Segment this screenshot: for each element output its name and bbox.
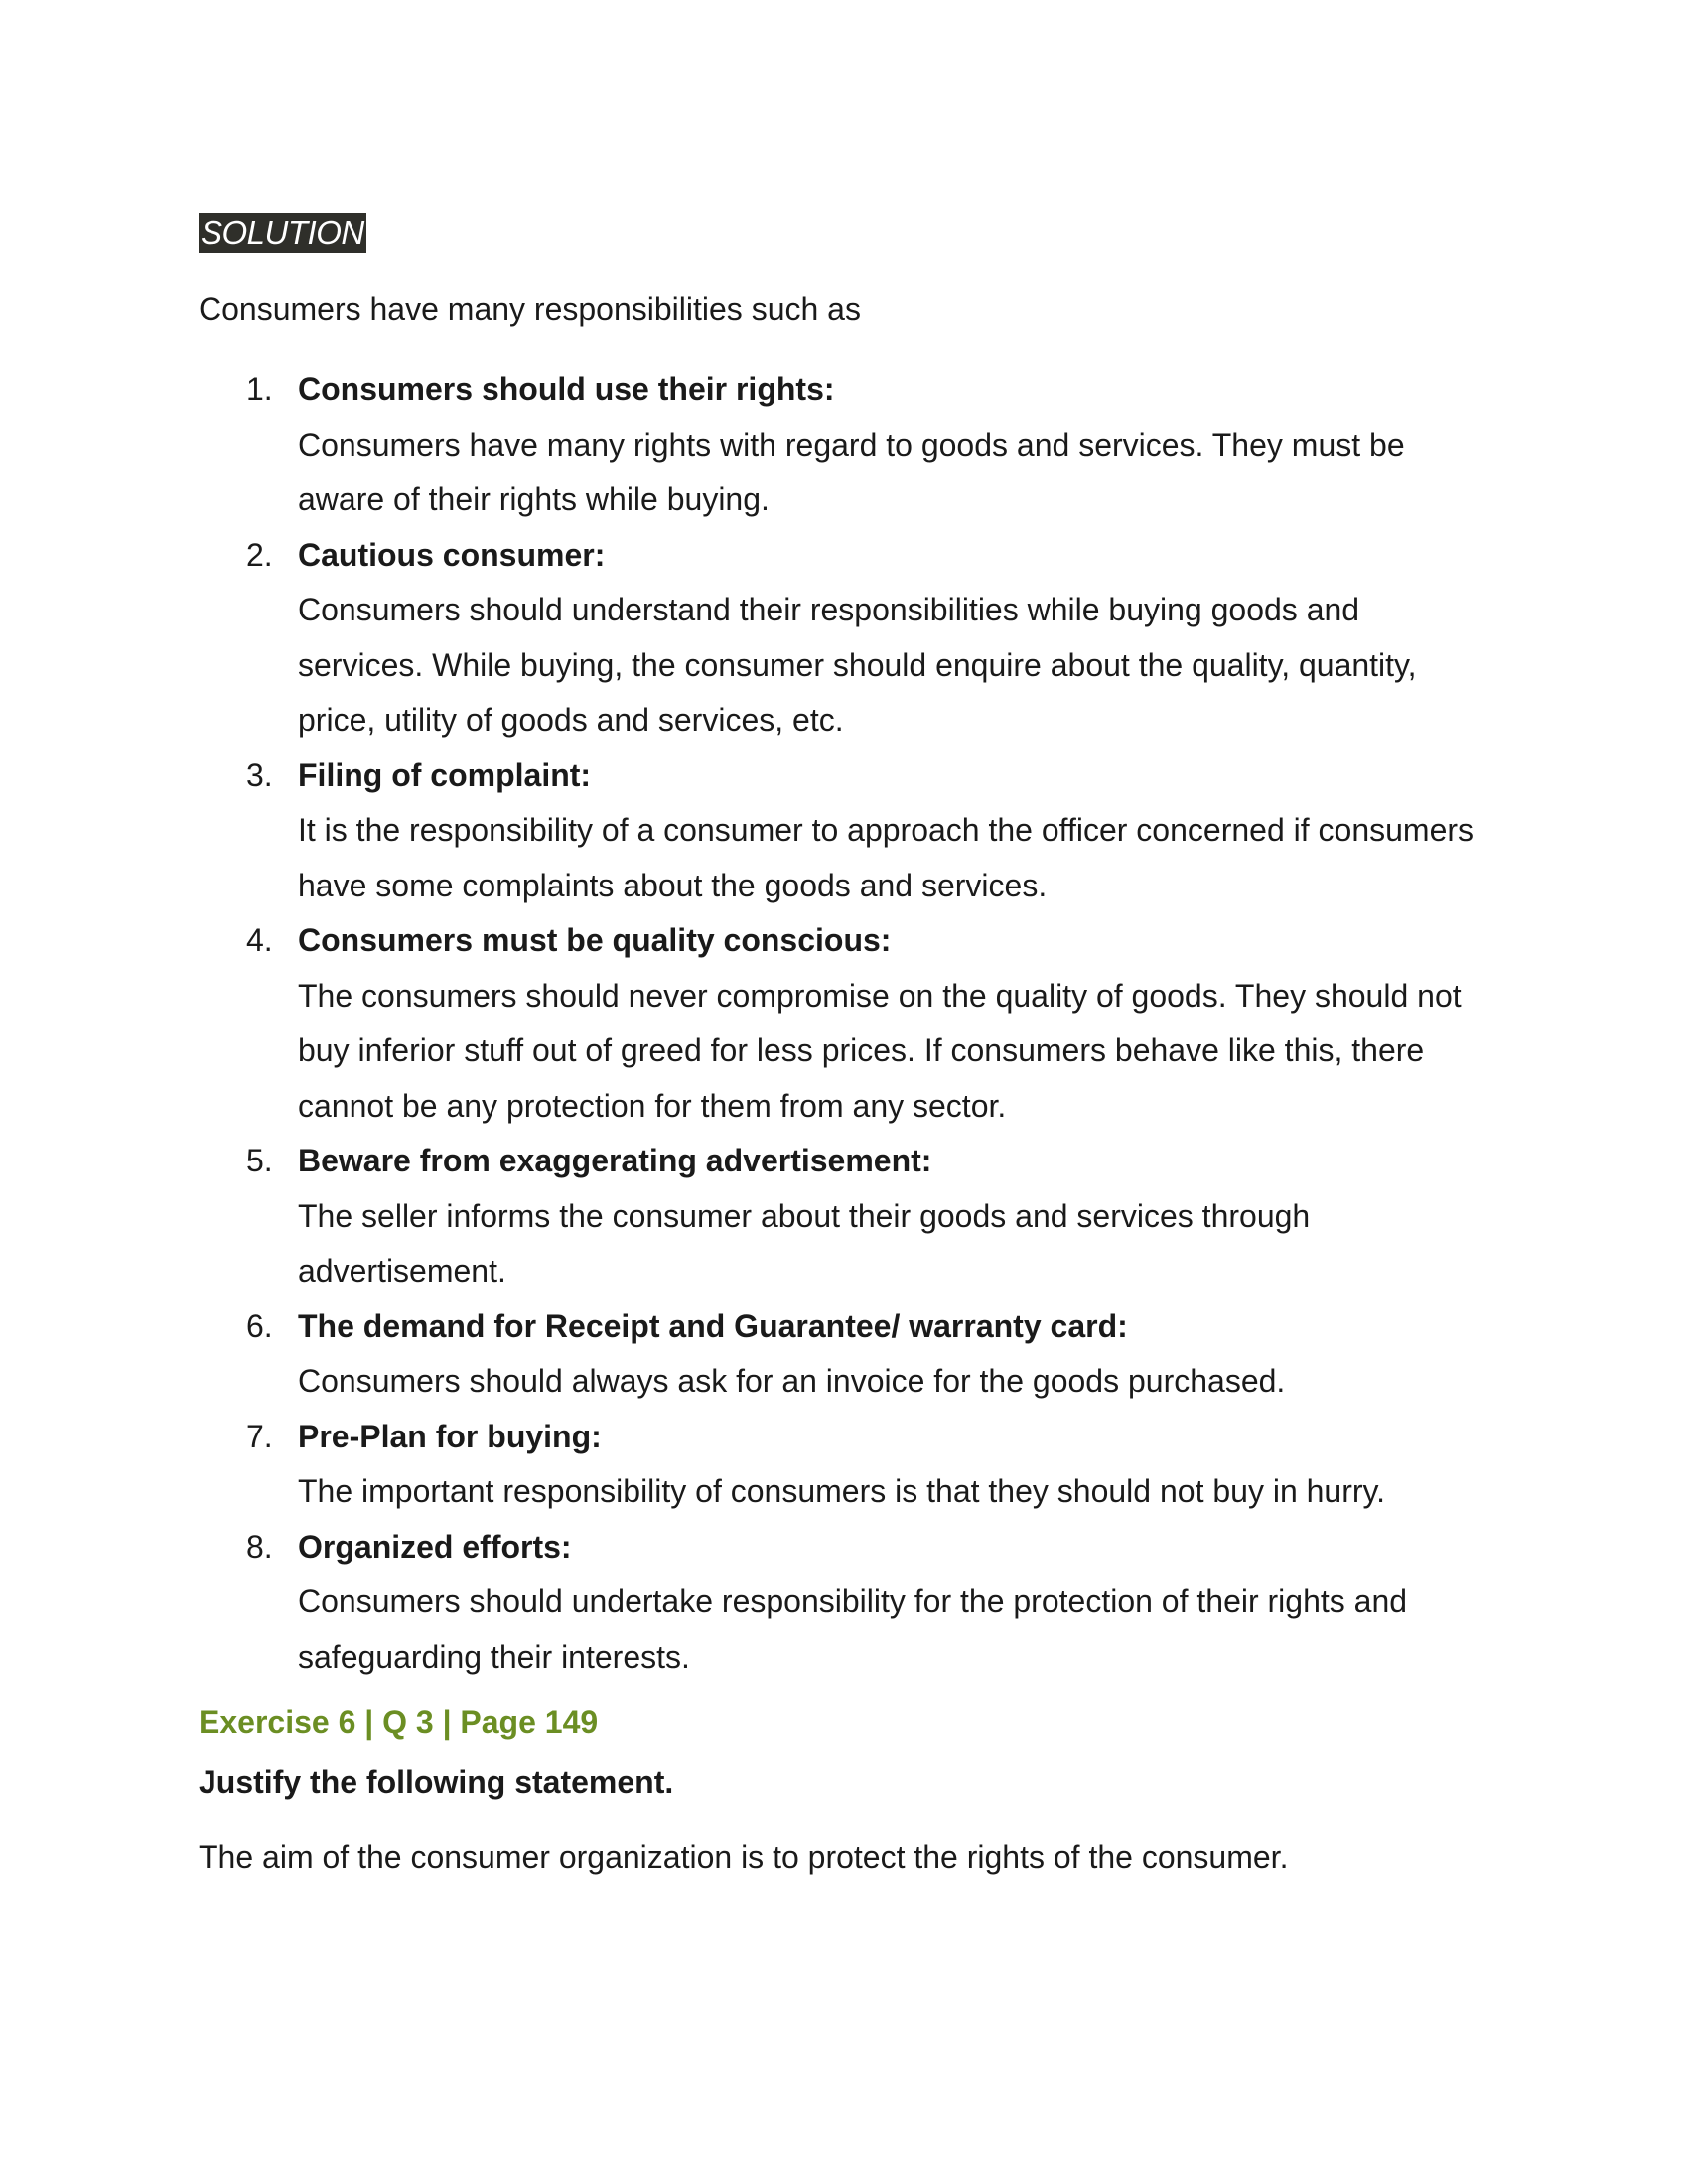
item-body: Consumers should understand their responsibilities while buying goods and services. While buying, the consumer should enquire about the quality, quantity, price, utility of goods and services, etc. — [298, 592, 1417, 738]
item-heading: Consumers must be quality conscious: — [298, 922, 892, 958]
list-item — [199, 1410, 1489, 1520]
intro-text: Consumers have many responsibilities such as — [199, 291, 861, 327]
item-body: The seller informs the consumer about their goods and services through advertisement. — [298, 1197, 1311, 1289]
item-body: Consumers should undertake responsibility for the protection of their rights and safeguarding their interests. — [298, 1583, 1408, 1675]
item-body: Consumers have many rights with regard to goods and services. They must be aware of their rights while buying. — [298, 426, 1405, 517]
item-body: Consumers should always ask for an invoice for the goods purchased. — [298, 1363, 1286, 1399]
statement-text: The aim of the consumer organization is to protect the rights of the consumer. — [199, 1840, 1289, 1875]
item-heading: Organized efforts: — [298, 1528, 572, 1565]
item-body: The consumers should never compromise on the quality of goods. They should not buy inferior stuff out of greed for less prices. If consumers behave like this, there cannot be any protection for them from any sector. — [298, 977, 1462, 1124]
item-number: 5. — [246, 1143, 273, 1178]
item-number: 2. — [246, 536, 273, 573]
item-heading: Consumers should use their rights: — [298, 371, 835, 407]
item-heading: The demand for Receipt and Guarantee/ warranty card: — [298, 1307, 1128, 1344]
item-body: It is the responsibility of a consumer to approach the officer concerned if consumers have some complaints about the goods and services. — [298, 812, 1475, 903]
list-item — [199, 749, 1489, 914]
solution-label: SOLUTION — [201, 214, 364, 251]
question-heading: Justify the following statement. — [199, 1764, 674, 1800]
item-number: 1. — [246, 371, 273, 407]
list-item — [199, 1520, 1489, 1686]
list-item — [199, 528, 1489, 749]
exercise-reference: Exercise 6 | Q 3 | Page 149 — [199, 1705, 599, 1740]
list-item — [199, 1134, 1489, 1299]
item-number: 7. — [246, 1418, 273, 1454]
item-heading: Cautious consumer: — [298, 536, 606, 573]
document-page — [199, 213, 1489, 1877]
list-item — [199, 1299, 1489, 1410]
item-heading: Pre-Plan for buying: — [298, 1418, 602, 1454]
list-item — [199, 362, 1489, 528]
item-heading: Filing of complaint: — [298, 756, 592, 793]
item-number: 3. — [246, 756, 273, 793]
responsibilities-list — [199, 362, 1489, 1685]
item-number: 6. — [246, 1307, 273, 1344]
item-heading: Beware from exaggerating advertisement: — [298, 1143, 932, 1178]
item-number: 8. — [246, 1528, 273, 1565]
item-body: The important responsibility of consumers is that they should not buy in hurry. — [298, 1473, 1386, 1509]
list-item — [199, 913, 1489, 1134]
item-number: 4. — [246, 922, 273, 958]
